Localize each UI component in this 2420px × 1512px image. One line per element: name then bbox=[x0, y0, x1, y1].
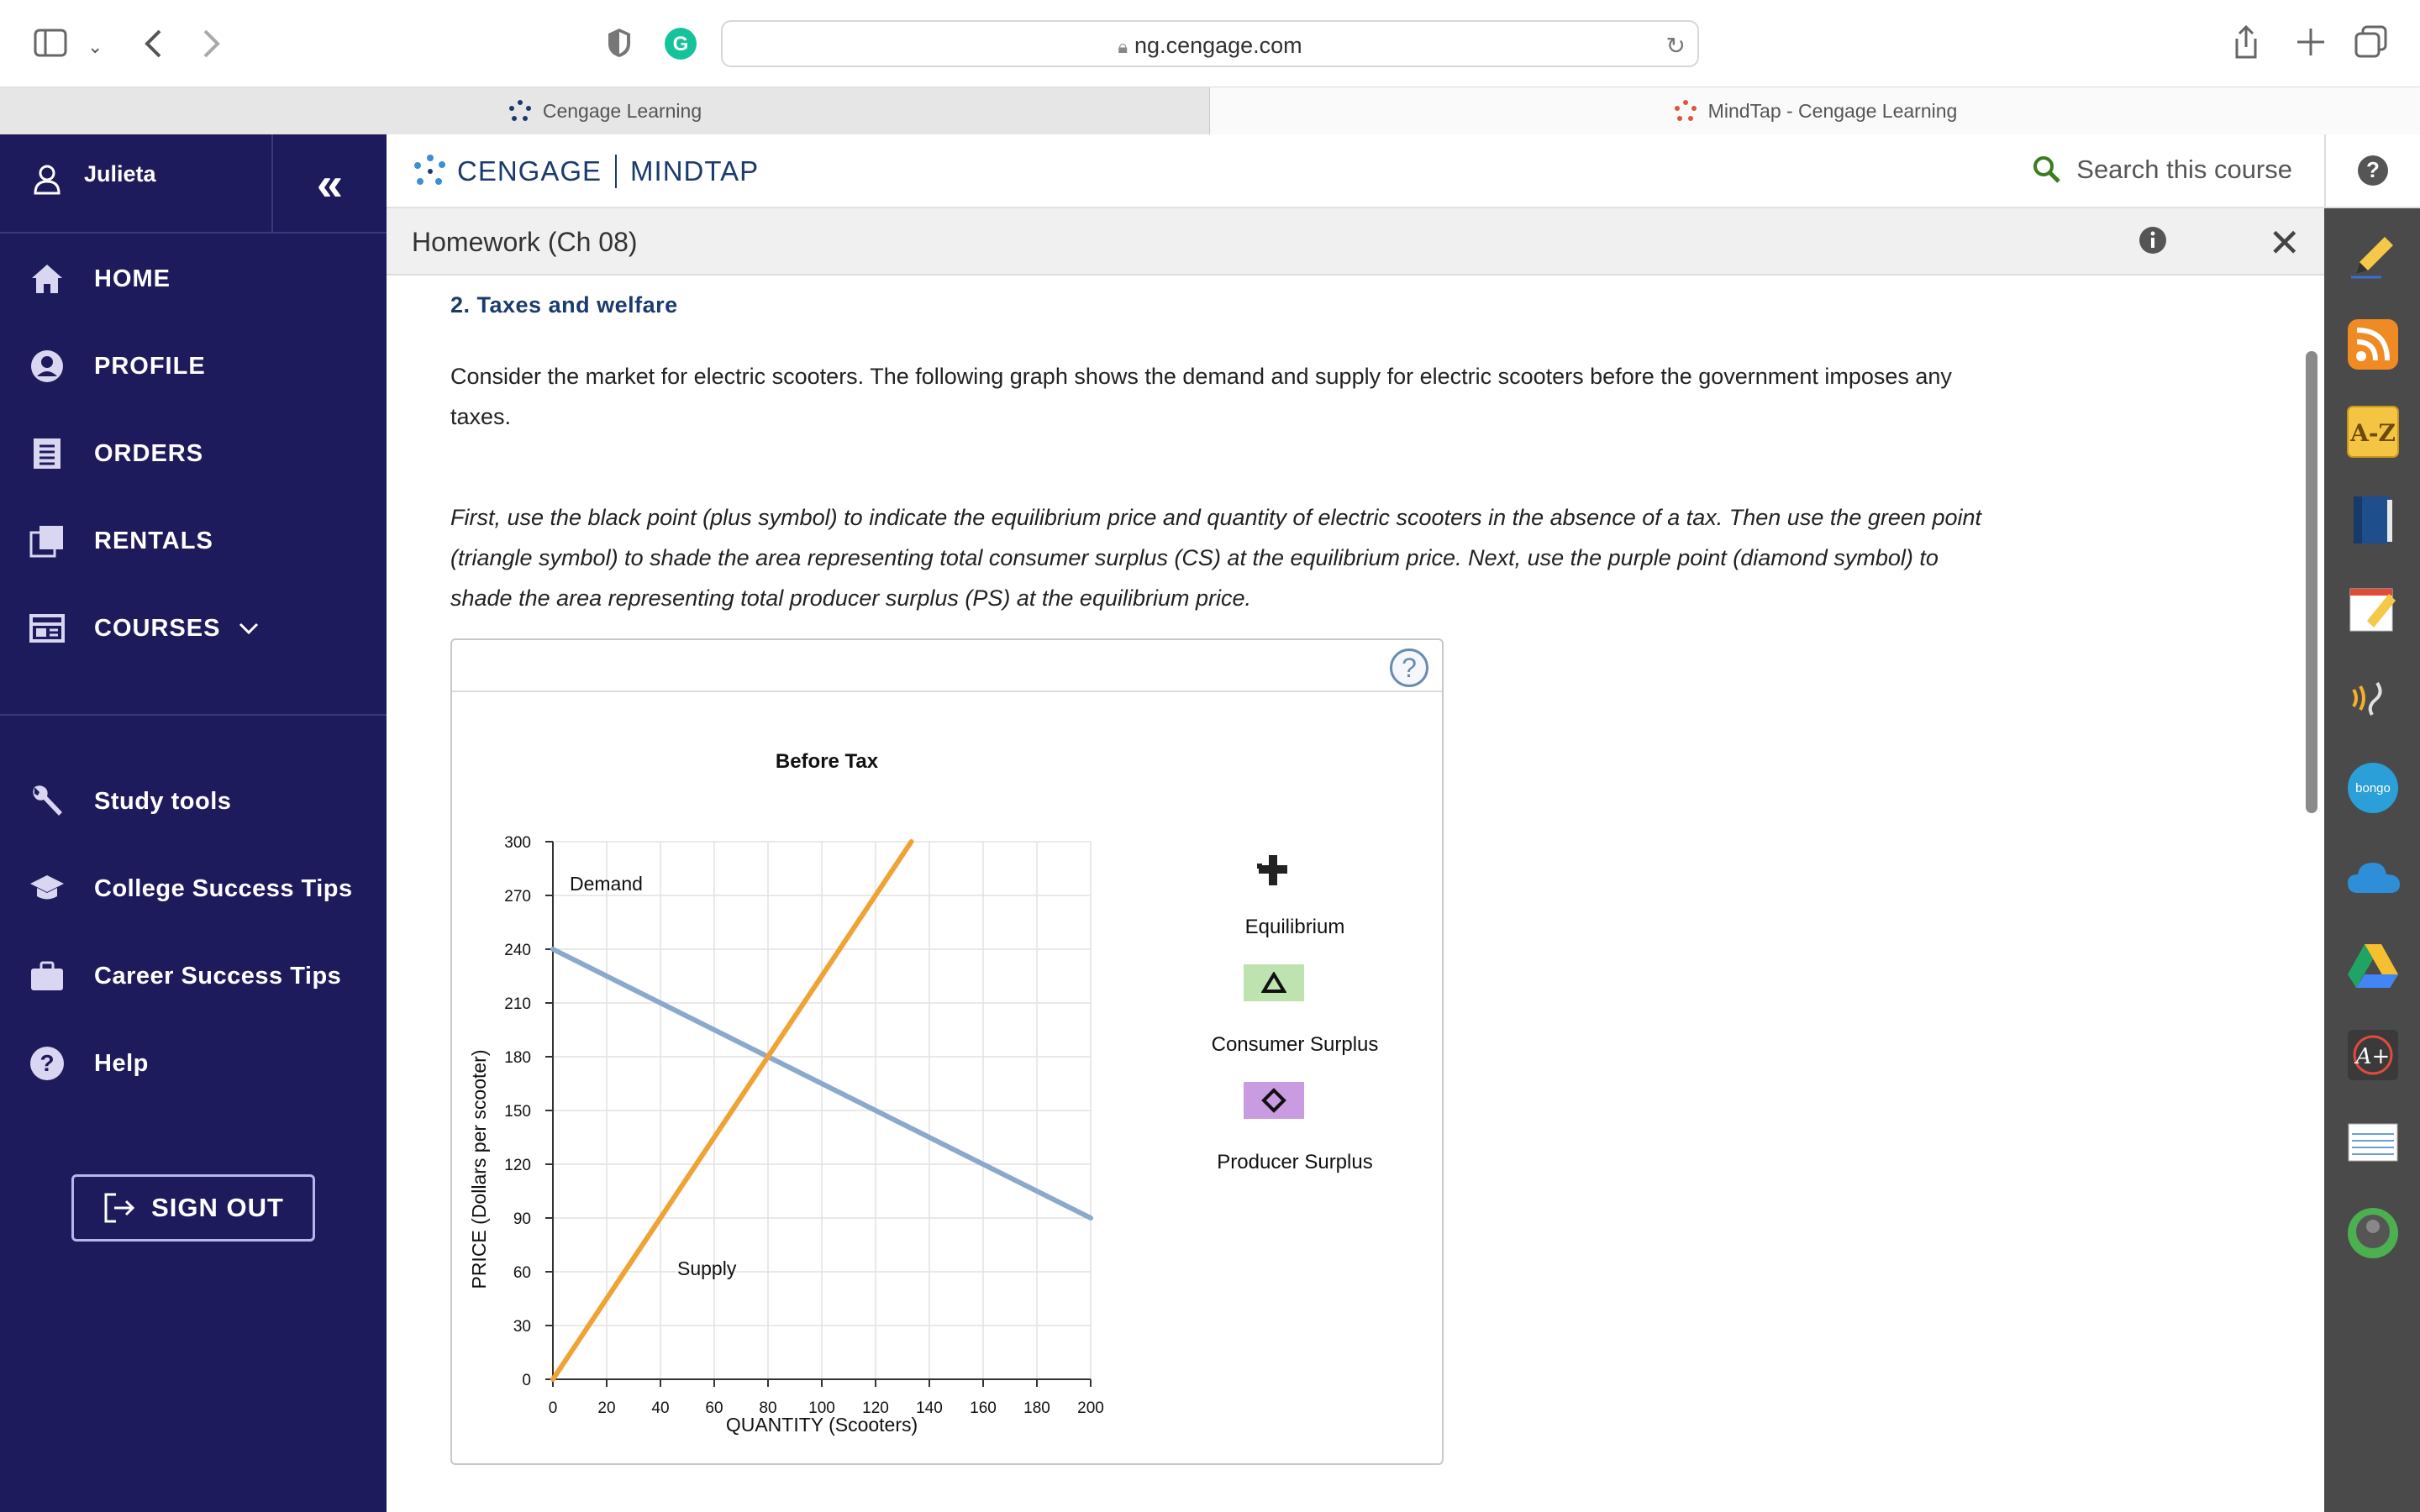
nav-label: Career Success Tips bbox=[94, 962, 342, 990]
sidebar-toggle-icon[interactable] bbox=[34, 29, 67, 57]
grammarly-icon[interactable] bbox=[664, 27, 697, 60]
tab-cengage-learning[interactable] bbox=[0, 87, 1210, 134]
demand-label: Demand bbox=[570, 873, 643, 895]
svg-text:?: ? bbox=[39, 1050, 55, 1076]
nav-home[interactable] bbox=[0, 245, 387, 312]
svg-text:G: G bbox=[672, 33, 689, 55]
activity-title: Homework (Ch 08) bbox=[412, 227, 638, 257]
sidebar bbox=[0, 134, 387, 1512]
nav-label: RENTALS bbox=[94, 527, 213, 554]
collapse-sidebar-button[interactable]: « bbox=[273, 134, 387, 234]
cengage-favicon-icon bbox=[508, 98, 533, 123]
x-axis-label: QUANTITY (Scooters) bbox=[725, 1414, 918, 1436]
question-instructions: First, use the black point (plus symbol) to indicate the equilibrium price and quantity of electric scooters in the absence of a tax. Then use the green point (triangle symbol) to shade the area representing total consumer surplus (CS) at the equilibrium price. Next, use the purple point (diamond symbol) to shade the area representing total producer surplus (PS) at the equilibrium price. bbox=[450, 505, 1981, 611]
x-tick-label: 100 bbox=[808, 1399, 835, 1417]
app-dock bbox=[2324, 134, 2420, 1512]
equilibrium-plus-icon[interactable] bbox=[1257, 853, 1291, 890]
aplus-icon[interactable] bbox=[2346, 1028, 2400, 1082]
question-content bbox=[387, 276, 2324, 1512]
notes-icon[interactable] bbox=[2346, 583, 2400, 637]
y-axis-label: PRICE (Dollars per scooter) bbox=[468, 1049, 490, 1289]
before-tax-chart[interactable] bbox=[452, 692, 1442, 1463]
activity-bar bbox=[387, 208, 2324, 276]
nav-profile[interactable] bbox=[0, 333, 387, 400]
sign-out-label: SIGN OUT bbox=[151, 1193, 284, 1222]
mindtap-favicon-icon bbox=[1673, 98, 1698, 123]
app-header bbox=[387, 134, 2324, 208]
audio-icon[interactable] bbox=[2346, 672, 2400, 726]
chevron-down-icon bbox=[239, 622, 259, 634]
lock-icon: 🔒︎ bbox=[1118, 36, 1128, 57]
legend-consumer-surplus-label: Consumer Surplus bbox=[1211, 1033, 1379, 1056]
question-intro: Consider the market for electric scooters. The following graph shows the demand and supply for electric scooters before the government imposes any taxes. bbox=[450, 364, 1952, 429]
graph-panel-toolbar bbox=[452, 640, 1442, 692]
svg-text:bongo: bongo bbox=[2355, 781, 2391, 795]
x-tick-label: 80 bbox=[759, 1399, 777, 1417]
svg-text:A-Z: A-Z bbox=[2350, 419, 2396, 447]
chart-title: Before Tax bbox=[775, 750, 879, 773]
reload-icon[interactable]: ↻ bbox=[1665, 33, 1686, 59]
legend-producer-surplus-label: Producer Surplus bbox=[1217, 1151, 1373, 1173]
a-z-icon[interactable] bbox=[2346, 405, 2400, 459]
user-name: Julieta bbox=[84, 161, 156, 186]
nav-label: PROFILE bbox=[94, 352, 206, 380]
user-icon bbox=[34, 165, 60, 195]
content-scrollbar[interactable] bbox=[2306, 351, 2317, 813]
info-icon[interactable] bbox=[2138, 225, 2168, 255]
question-title: 2. Taxes and welfare bbox=[450, 292, 678, 318]
nav-courses[interactable] bbox=[0, 595, 387, 662]
nav-label: HOME bbox=[94, 265, 171, 292]
x-tick-label: 40 bbox=[651, 1399, 670, 1417]
profile-icon bbox=[30, 349, 64, 383]
url-text: ng.cengage.com bbox=[1134, 33, 1302, 58]
sign-out-button[interactable] bbox=[71, 1174, 315, 1242]
svg-text:A+: A+ bbox=[2355, 1044, 2391, 1069]
share-icon[interactable] bbox=[2232, 24, 2260, 60]
course-search[interactable] bbox=[2033, 155, 2292, 185]
nav-label: College Success Tips bbox=[94, 874, 353, 902]
rss-icon[interactable] bbox=[2346, 318, 2400, 371]
nav-label: Help bbox=[94, 1049, 149, 1077]
chevron-down-icon[interactable]: ⌄ bbox=[87, 36, 103, 57]
supply-label: Supply bbox=[677, 1257, 737, 1279]
book-icon[interactable] bbox=[2346, 494, 2400, 548]
x-tick-label: 120 bbox=[862, 1399, 889, 1417]
courses-icon bbox=[29, 614, 65, 643]
nav-orders[interactable] bbox=[0, 420, 387, 487]
legend-equilibrium-label: Equilibrium bbox=[1244, 916, 1345, 938]
graph-help-icon[interactable]: ? bbox=[1390, 648, 1428, 687]
home-icon bbox=[30, 263, 64, 295]
nav-label: ORDERS bbox=[94, 439, 204, 467]
x-tick-label: 0 bbox=[548, 1399, 558, 1417]
graduation-cap-icon bbox=[29, 874, 66, 904]
x-tick-label: 180 bbox=[1023, 1399, 1050, 1417]
brand-mindtap: MINDTAP bbox=[630, 155, 760, 186]
cengage-mindtap-logo[interactable] bbox=[412, 153, 759, 190]
tab-label: MindTap - Cengage Learning bbox=[1707, 99, 1958, 122]
avatar-icon[interactable] bbox=[2346, 1206, 2400, 1260]
y-tick-label: 120 bbox=[504, 1157, 531, 1174]
nav-label: Study tools bbox=[94, 787, 232, 815]
back-icon[interactable] bbox=[143, 29, 163, 59]
browser-toolbar bbox=[0, 0, 2420, 87]
y-tick-label: 300 bbox=[504, 834, 531, 852]
y-tick-label: 60 bbox=[513, 1264, 531, 1282]
consumer-surplus-tool[interactable] bbox=[1244, 964, 1304, 1001]
chart-axes bbox=[545, 842, 1091, 1387]
y-tick-label: 210 bbox=[504, 995, 531, 1013]
triangle-icon bbox=[1261, 972, 1286, 994]
forward-icon[interactable] bbox=[202, 29, 222, 59]
bongo-icon[interactable] bbox=[2346, 761, 2400, 815]
user-profile[interactable] bbox=[0, 134, 273, 234]
new-tab-icon[interactable] bbox=[2296, 27, 2326, 57]
y-tick-labels bbox=[504, 834, 531, 1389]
producer-surplus-tool[interactable] bbox=[1244, 1082, 1304, 1119]
nav-help[interactable] bbox=[0, 1030, 387, 1097]
x-tick-label: 20 bbox=[597, 1399, 616, 1417]
cengage-logo-icon bbox=[412, 153, 449, 190]
nav-label: COURSES bbox=[94, 614, 221, 642]
brand-separator bbox=[615, 155, 617, 188]
y-tick-label: 240 bbox=[504, 942, 531, 959]
index-card-icon[interactable] bbox=[2346, 1117, 2400, 1171]
question-circle-icon bbox=[2357, 155, 2389, 186]
nav-study-tools[interactable] bbox=[0, 768, 387, 835]
y-tick-label: 150 bbox=[504, 1103, 531, 1121]
address-bar[interactable] bbox=[721, 20, 1699, 67]
tab-overview-icon[interactable] bbox=[2354, 25, 2388, 59]
close-icon[interactable]: ✕ bbox=[2268, 221, 2301, 265]
svg-text:?: ? bbox=[2366, 157, 2380, 182]
y-tick-label: 180 bbox=[504, 1049, 531, 1067]
y-tick-label: 270 bbox=[504, 888, 531, 906]
y-tick-label: 90 bbox=[513, 1210, 531, 1228]
help-icon bbox=[29, 1046, 65, 1081]
shield-icon[interactable] bbox=[607, 27, 632, 59]
search-placeholder: Search this course bbox=[2076, 155, 2292, 184]
wrench-icon bbox=[29, 784, 65, 819]
tab-bar bbox=[0, 87, 2420, 134]
rentals-icon bbox=[29, 524, 65, 558]
brand-cengage: CENGAGE bbox=[457, 155, 602, 186]
google-drive-icon[interactable] bbox=[2346, 939, 2400, 993]
tab-label: Cengage Learning bbox=[542, 99, 702, 122]
help-button[interactable] bbox=[2324, 134, 2420, 208]
chart-grid bbox=[553, 842, 1091, 1379]
x-tick-label: 140 bbox=[916, 1399, 943, 1417]
y-tick-label: 30 bbox=[513, 1318, 531, 1336]
diamond-icon bbox=[1261, 1088, 1286, 1113]
search-icon bbox=[2033, 155, 2061, 184]
x-tick-label: 60 bbox=[705, 1399, 723, 1417]
y-tick-label: 0 bbox=[522, 1372, 531, 1389]
briefcase-icon bbox=[29, 960, 65, 992]
pencil-icon[interactable] bbox=[2346, 228, 2400, 282]
cloud-icon[interactable] bbox=[2346, 850, 2400, 904]
x-tick-label: 200 bbox=[1077, 1399, 1104, 1417]
tab-mindtap[interactable] bbox=[1210, 87, 2420, 134]
x-tick-label: 160 bbox=[970, 1399, 997, 1417]
nav-divider bbox=[0, 714, 387, 716]
graph-panel bbox=[450, 638, 1444, 1465]
nav-college-success-tips[interactable] bbox=[0, 855, 387, 922]
sign-out-icon bbox=[103, 1192, 136, 1224]
nav-rentals[interactable] bbox=[0, 507, 387, 575]
orders-icon bbox=[32, 437, 62, 470]
nav-career-success-tips[interactable] bbox=[0, 942, 387, 1010]
